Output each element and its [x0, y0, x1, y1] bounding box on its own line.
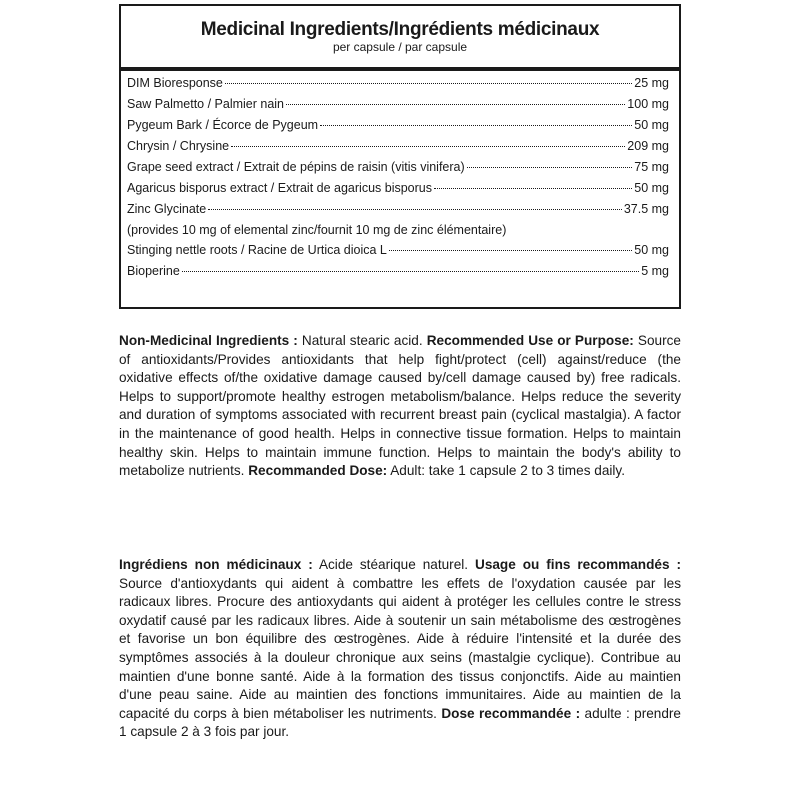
recommended-use-label-fr: Usage ou fins recommandés :: [475, 557, 681, 572]
dot-leader: [434, 188, 632, 189]
recommended-dose-text: Adult: take 1 capsule 2 to 3 times daily.: [387, 463, 625, 479]
non-medicinal-label-fr: Ingrédiens non médicinaux :: [119, 557, 313, 572]
dot-leader: [320, 125, 632, 126]
recommended-dose-text-fr: adulte : prendre 1 capsule 2 à 3 fois par jour.: [119, 705, 681, 740]
ingredient-row: [127, 115, 669, 136]
ingredient-name: Zinc Glycinate: [127, 202, 207, 216]
ingredient-amount: 25 mg: [634, 76, 669, 90]
ingredient-row: [127, 199, 669, 220]
dot-leader: [208, 209, 622, 210]
ingredient-name: Chrysin / Chrysine: [127, 139, 230, 153]
ingredient-name: DIM Bioresponse: [127, 76, 223, 90]
ingredient-amount: 50 mg: [634, 243, 669, 257]
ingredient-name: Pygeum Bark / Écorce de Pygeum: [127, 118, 319, 132]
ingredient-amount: 100 mg: [627, 97, 669, 111]
recommended-dose-label-fr: Dose recommandée :: [441, 705, 581, 721]
ingredient-name: Saw Palmetto / Palmier nain: [127, 97, 285, 111]
dot-leader: [225, 83, 632, 84]
ingredient-amount: 37.5 mg: [623, 202, 669, 216]
ingredient-amount: 75 mg: [634, 160, 669, 174]
ingredient-row: [127, 240, 669, 261]
non-medicinal-text: Natural stearic acid.: [297, 333, 427, 348]
dot-leader: [389, 250, 632, 251]
zinc-note: (provides 10 mg of elemental zinc/fournit 10 mg de zinc élémentaire): [127, 223, 507, 237]
french-description: [119, 556, 681, 742]
ingredient-name: Agaricus bisporus extract / Extrait de agaricus bisporus: [127, 181, 432, 195]
dot-leader: [182, 271, 639, 272]
recommended-use-text-fr: Source d'antioxydants qui aident à combattre les effets de l'oxydation causée par les radicaux libres. Procure des antioxydants qui aident à protéger les cellules contre le stress oxydatif causé par les radicaux libres. Aide à soutenir un sain métabolisme des œstrogènes et favorise un bon équilibre des œstrogènes. Aide à réduire l'intensité et la durée des symptômes associés à la douleur chronique aux seins (mastalgie cyclique). Contribue au maintien d'une bonne santé. Aide à la formation des tissus conjonctifs. Aide au maintien d'une peau saine. Aide au maintien des fonctions immunitaires. Aide au maintien de la capacité du corps à bien métaboliser les nutriments.: [119, 575, 681, 721]
non-medicinal-label: Non-Medicinal Ingredients :: [119, 333, 298, 348]
ingredient-amount: 50 mg: [634, 181, 669, 195]
panel-subtitle: per capsule / par capsule: [332, 40, 468, 54]
ingredient-amount: 209 mg: [627, 139, 669, 153]
ingredient-amount: 5 mg: [641, 264, 669, 278]
ingredient-row: [127, 261, 669, 282]
recommended-use-text: Source of antioxidants/Provides antioxidants that help fight/protect (cell) against/reduce (the oxidative effects of/the oxidative damage caused by/cell damage caused by) free radicals. Helps to support/promote healthy estrogen metabolism/balance. Helps reduce the severity and duration of symptoms associated with recurrent breast pain (cyclical mastalgia). A factor in the maintenance of good health. Helps in connective tissue formation. Helps to maintain healthy skin. Helps to maintain immune function. Helps to maintain the body's ability to metabolize nutrients.: [119, 333, 681, 479]
non-medicinal-text-fr: Acide stéarique naturel.: [312, 557, 475, 572]
ingredient-amount: 50 mg: [634, 118, 669, 132]
ingredient-row: [127, 73, 669, 94]
ingredient-row: [127, 178, 669, 199]
dot-leader: [231, 146, 625, 147]
recommended-dose-label: Recommanded Dose:: [248, 463, 388, 479]
medicinal-ingredients-panel: [119, 4, 681, 309]
ingredient-name: Grape seed extract / Extrait de pépins de raisin (vitis vinifera): [127, 160, 465, 174]
ingredient-row: [127, 157, 669, 178]
dot-leader: [467, 167, 633, 168]
ingredient-list: [121, 71, 679, 282]
ingredient-row: [127, 136, 669, 157]
english-description: [119, 332, 681, 481]
ingredient-name: Stinging nettle roots / Racine de Urtica dioica L: [127, 243, 387, 257]
panel-title: Medicinal Ingredients/Ingrédients médicinaux: [200, 19, 600, 40]
dot-leader: [286, 104, 625, 105]
ingredient-row: [127, 94, 669, 115]
ingredient-name: Bioperine: [127, 264, 180, 278]
recommended-use-label: Recommended Use or Purpose:: [426, 333, 634, 348]
